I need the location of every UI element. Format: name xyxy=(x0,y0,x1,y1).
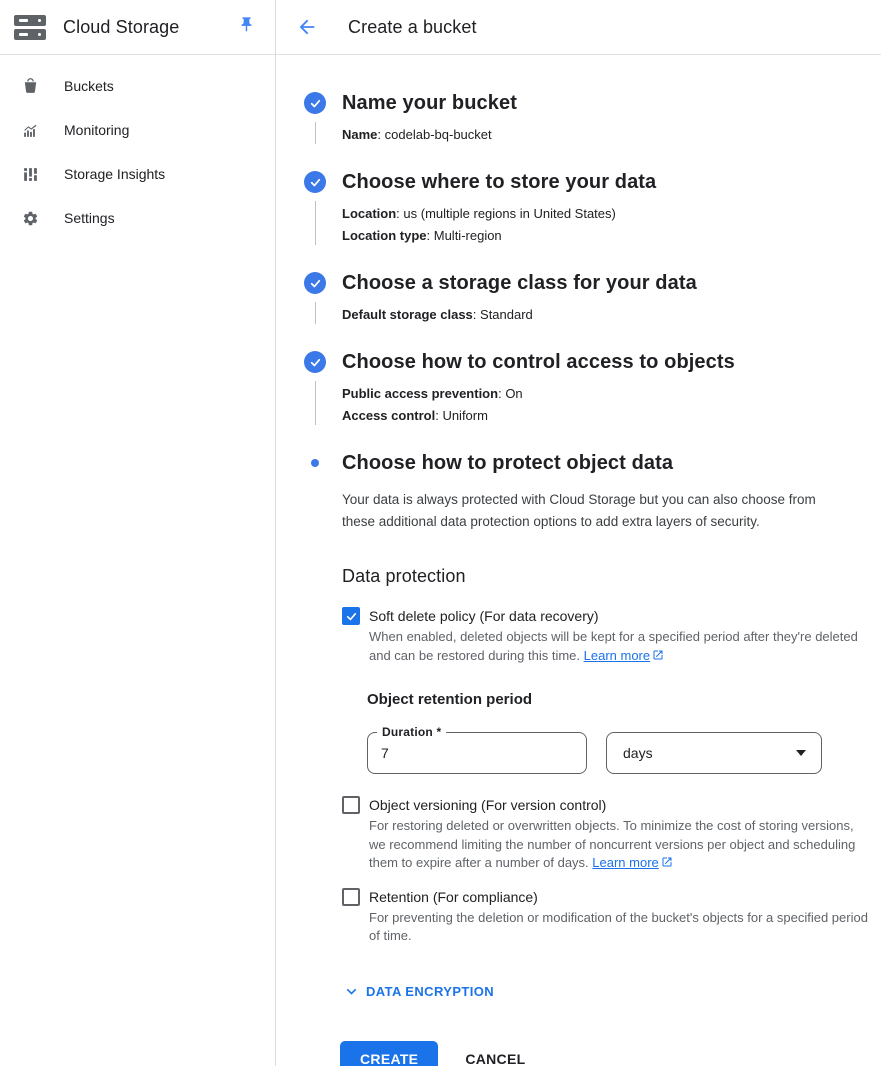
buckets-icon xyxy=(22,78,39,95)
learn-more-link[interactable]: Learn more xyxy=(592,855,659,870)
step-connector xyxy=(315,201,316,245)
sidebar-item-settings[interactable] xyxy=(0,196,275,240)
back-arrow-icon[interactable] xyxy=(295,15,319,39)
object-versioning-label[interactable]: Object versioning (For version control) xyxy=(369,797,607,813)
external-link-icon[interactable] xyxy=(652,648,664,667)
sidebar-item-label: Settings xyxy=(64,210,115,226)
step-name-your-bucket xyxy=(304,89,881,146)
step-description: Your data is always protected with Cloud Storage but you can also choose from these additional data protection options to add extra layers of security. xyxy=(342,492,816,529)
stepper xyxy=(276,55,881,1066)
pin-icon[interactable] xyxy=(238,16,255,38)
form-actions xyxy=(340,1041,881,1066)
dropdown-caret-icon xyxy=(796,750,806,756)
retention-description: For preventing the deletion or modification of the bucket's objects for a specified period of time. xyxy=(369,909,868,943)
page-header xyxy=(276,0,881,55)
page-title: Create a bucket xyxy=(348,16,477,37)
create-button[interactable]: CREATE xyxy=(340,1041,438,1066)
duration-field-label: Duration * xyxy=(377,725,446,739)
detail-location: Location: us (multiple regions in United States) xyxy=(342,206,616,221)
step-complete-icon[interactable] xyxy=(304,92,326,114)
soft-delete-description: When enabled, deleted objects will be kept for a specified period after they're deleted and can be restored during this time. Learn more xyxy=(369,628,871,666)
chevron-down-icon xyxy=(342,982,361,1001)
soft-delete-label[interactable]: Soft delete policy (For data recovery) xyxy=(369,608,599,624)
option-retention xyxy=(342,887,881,946)
option-soft-delete xyxy=(342,606,881,774)
duration-unit-value: days xyxy=(623,745,653,761)
sidebar-nav xyxy=(0,55,275,240)
retention-checkbox[interactable] xyxy=(342,888,360,906)
step-protect-object-data xyxy=(304,449,881,1066)
retention-period-heading: Object retention period xyxy=(367,691,533,708)
product-title: Cloud Storage xyxy=(63,16,180,37)
data-encryption-expander[interactable] xyxy=(342,982,881,1001)
step-complete-icon[interactable] xyxy=(304,272,326,294)
step-storage-class xyxy=(304,269,881,326)
main-panel xyxy=(276,0,881,1066)
step-title[interactable]: Name your bucket xyxy=(342,92,517,114)
duration-input[interactable] xyxy=(368,733,586,773)
duration-unit-select[interactable] xyxy=(606,732,822,774)
cloud-storage-logo-icon xyxy=(14,13,46,41)
data-encryption-label: DATA ENCRYPTION xyxy=(366,983,495,999)
step-title[interactable]: Choose how to control access to objects xyxy=(342,351,735,373)
sidebar-item-storage-insights[interactable] xyxy=(0,152,275,196)
object-versioning-description: For restoring deleted or overwritten objects. To minimize the cost of storing versions, we recommend limiting the number of noncurrent versions per object and scheduling them to expire after a number of days. Learn more xyxy=(369,817,871,874)
sidebar-item-monitoring[interactable] xyxy=(0,108,275,152)
sidebar-item-label: Buckets xyxy=(64,78,114,94)
cancel-button[interactable]: CANCEL xyxy=(465,1050,526,1066)
sidebar-header xyxy=(0,0,275,55)
step-connector xyxy=(315,122,316,144)
learn-more-link[interactable]: Learn more xyxy=(583,647,651,663)
sidebar xyxy=(0,0,276,1066)
monitoring-icon xyxy=(22,122,39,139)
detail-access-control: Access control: Uniform xyxy=(342,408,488,423)
retention-label[interactable]: Retention (For compliance) xyxy=(369,888,538,905)
step-complete-icon[interactable] xyxy=(304,351,326,373)
step-title[interactable]: Choose where to store your data xyxy=(342,171,657,193)
soft-delete-checkbox[interactable] xyxy=(342,607,360,625)
step-access-control xyxy=(304,348,881,427)
step-choose-location xyxy=(304,168,881,247)
duration-field xyxy=(367,725,587,774)
step-connector xyxy=(315,381,316,425)
sidebar-item-label: Storage Insights xyxy=(64,166,166,182)
step-complete-icon[interactable] xyxy=(304,171,326,193)
step-connector xyxy=(315,302,316,324)
settings-icon xyxy=(22,210,39,227)
step-active-dot-icon xyxy=(311,459,319,467)
object-versioning-checkbox[interactable] xyxy=(342,796,360,814)
detail-public-access: Public access prevention: On xyxy=(342,386,523,401)
sidebar-item-buckets[interactable] xyxy=(0,64,275,108)
data-protection-heading: Data protection xyxy=(342,566,466,586)
detail-storage-class: Default storage class: Standard xyxy=(342,307,533,322)
sidebar-item-label: Monitoring xyxy=(64,122,130,138)
detail-location-type: Location type: Multi-region xyxy=(342,228,502,243)
option-object-versioning xyxy=(342,795,881,874)
detail-bucket-name: Name: codelab-bq-bucket xyxy=(342,127,492,142)
step-title[interactable]: Choose how to protect object data xyxy=(342,452,674,474)
external-link-icon[interactable] xyxy=(661,855,673,874)
object-retention-period-section xyxy=(367,691,881,774)
storage-insights-icon xyxy=(22,166,39,183)
step-title[interactable]: Choose a storage class for your data xyxy=(342,272,697,294)
